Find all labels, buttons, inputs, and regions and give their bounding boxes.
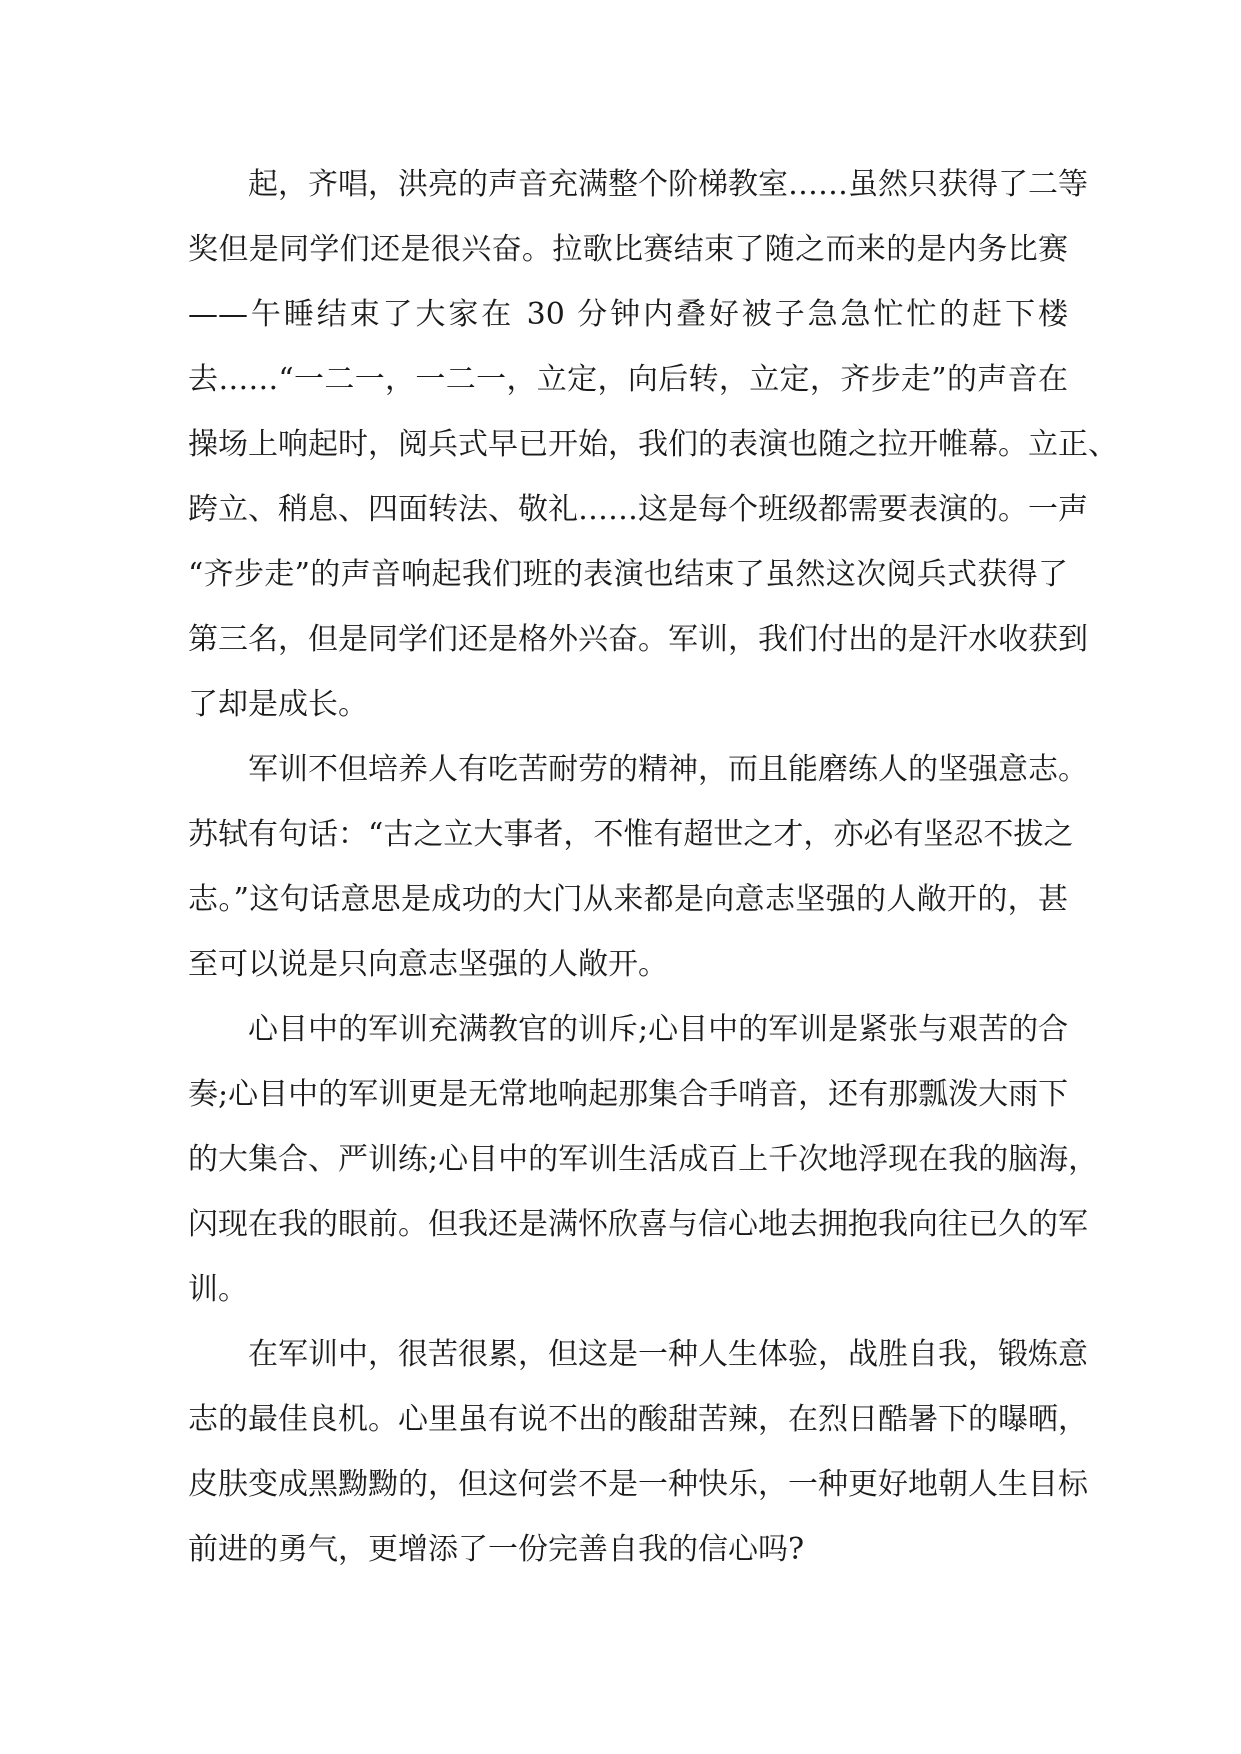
text-line: 闪现在我的眼前。但我还是满怀欣喜与信心地去拥抱我向往已久的军 xyxy=(188,1207,1088,1242)
text-line: 起，齐唱，洪亮的声音充满整个阶梯教室……虽然只获得了二等 xyxy=(248,167,1088,202)
text-line: 训。 xyxy=(188,1272,248,1307)
text-line: 在军训中，很苦很累，但这是一种人生体验，战胜自我，锻炼意 xyxy=(248,1337,1088,1372)
text-line: 军训不但培养人有吃苦耐劳的精神，而且能磨练人的坚强意志。 xyxy=(248,752,1088,787)
text-line: 奖但是同学们还是很兴奋。拉歌比赛结束了随之而来的是内务比赛 xyxy=(188,232,1068,267)
paragraph xyxy=(188,1322,1088,1582)
text-line: 皮肤变成黑黝黝的，但这何尝不是一种快乐，一种更好地朝人生目标 xyxy=(188,1467,1088,1502)
text-line: 去……“一二一，一二一，立定，向后转，立定，齐步走”的声音在 xyxy=(188,362,1068,397)
text-line: 的大集合、严训练;心目中的军训生活成百上千次地浮现在我的脑海， xyxy=(188,1142,1099,1177)
paragraph xyxy=(188,737,1088,997)
text-line: 心目中的军训充满教官的训斥;心目中的军训是紧张与艰苦的合 xyxy=(248,1012,1069,1047)
text-line: “齐步走”的声音响起我们班的表演也结束了虽然这次阅兵式获得了 xyxy=(188,557,1068,592)
text-line: 苏轼有句话：“古之立大事者，不惟有超世之才，亦必有坚忍不拔之 xyxy=(188,817,1074,852)
text-line: 操场上响起时，阅兵式早已开始，我们的表演也随之拉开帷幕。立正、 xyxy=(188,427,1118,462)
text-line: 志的最佳良机。心里虽有说不出的酸甜苦辣，在烈日酷暑下的曝晒， xyxy=(188,1402,1088,1437)
text-line: 志。”这句话意思是成功的大门从来都是向意志坚强的人敞开的，甚 xyxy=(188,882,1068,917)
text-line: 第三名，但是同学们还是格外兴奋。军训，我们付出的是汗水收获到 xyxy=(188,622,1088,657)
text-line: 至可以说是只向意志坚强的人敞开。 xyxy=(188,947,668,982)
text-line: 前进的勇气，更增添了一份完善自我的信心吗? xyxy=(188,1532,805,1567)
text-line: ——午睡结束了大家在 30 分钟内叠好被子急急忙忙的赶下楼 xyxy=(188,297,1068,332)
text-line: 了却是成长。 xyxy=(188,687,368,722)
paragraph xyxy=(188,152,1118,737)
text-line: 跨立、稍息、四面转法、敬礼……这是每个班级都需要表演的。一声 xyxy=(188,492,1088,527)
document-body xyxy=(188,152,1118,1582)
paragraph xyxy=(188,997,1099,1322)
text-line: 奏;心目中的军训更是无常地响起那集合手哨音，还有那瓢泼大雨下 xyxy=(188,1077,1069,1112)
